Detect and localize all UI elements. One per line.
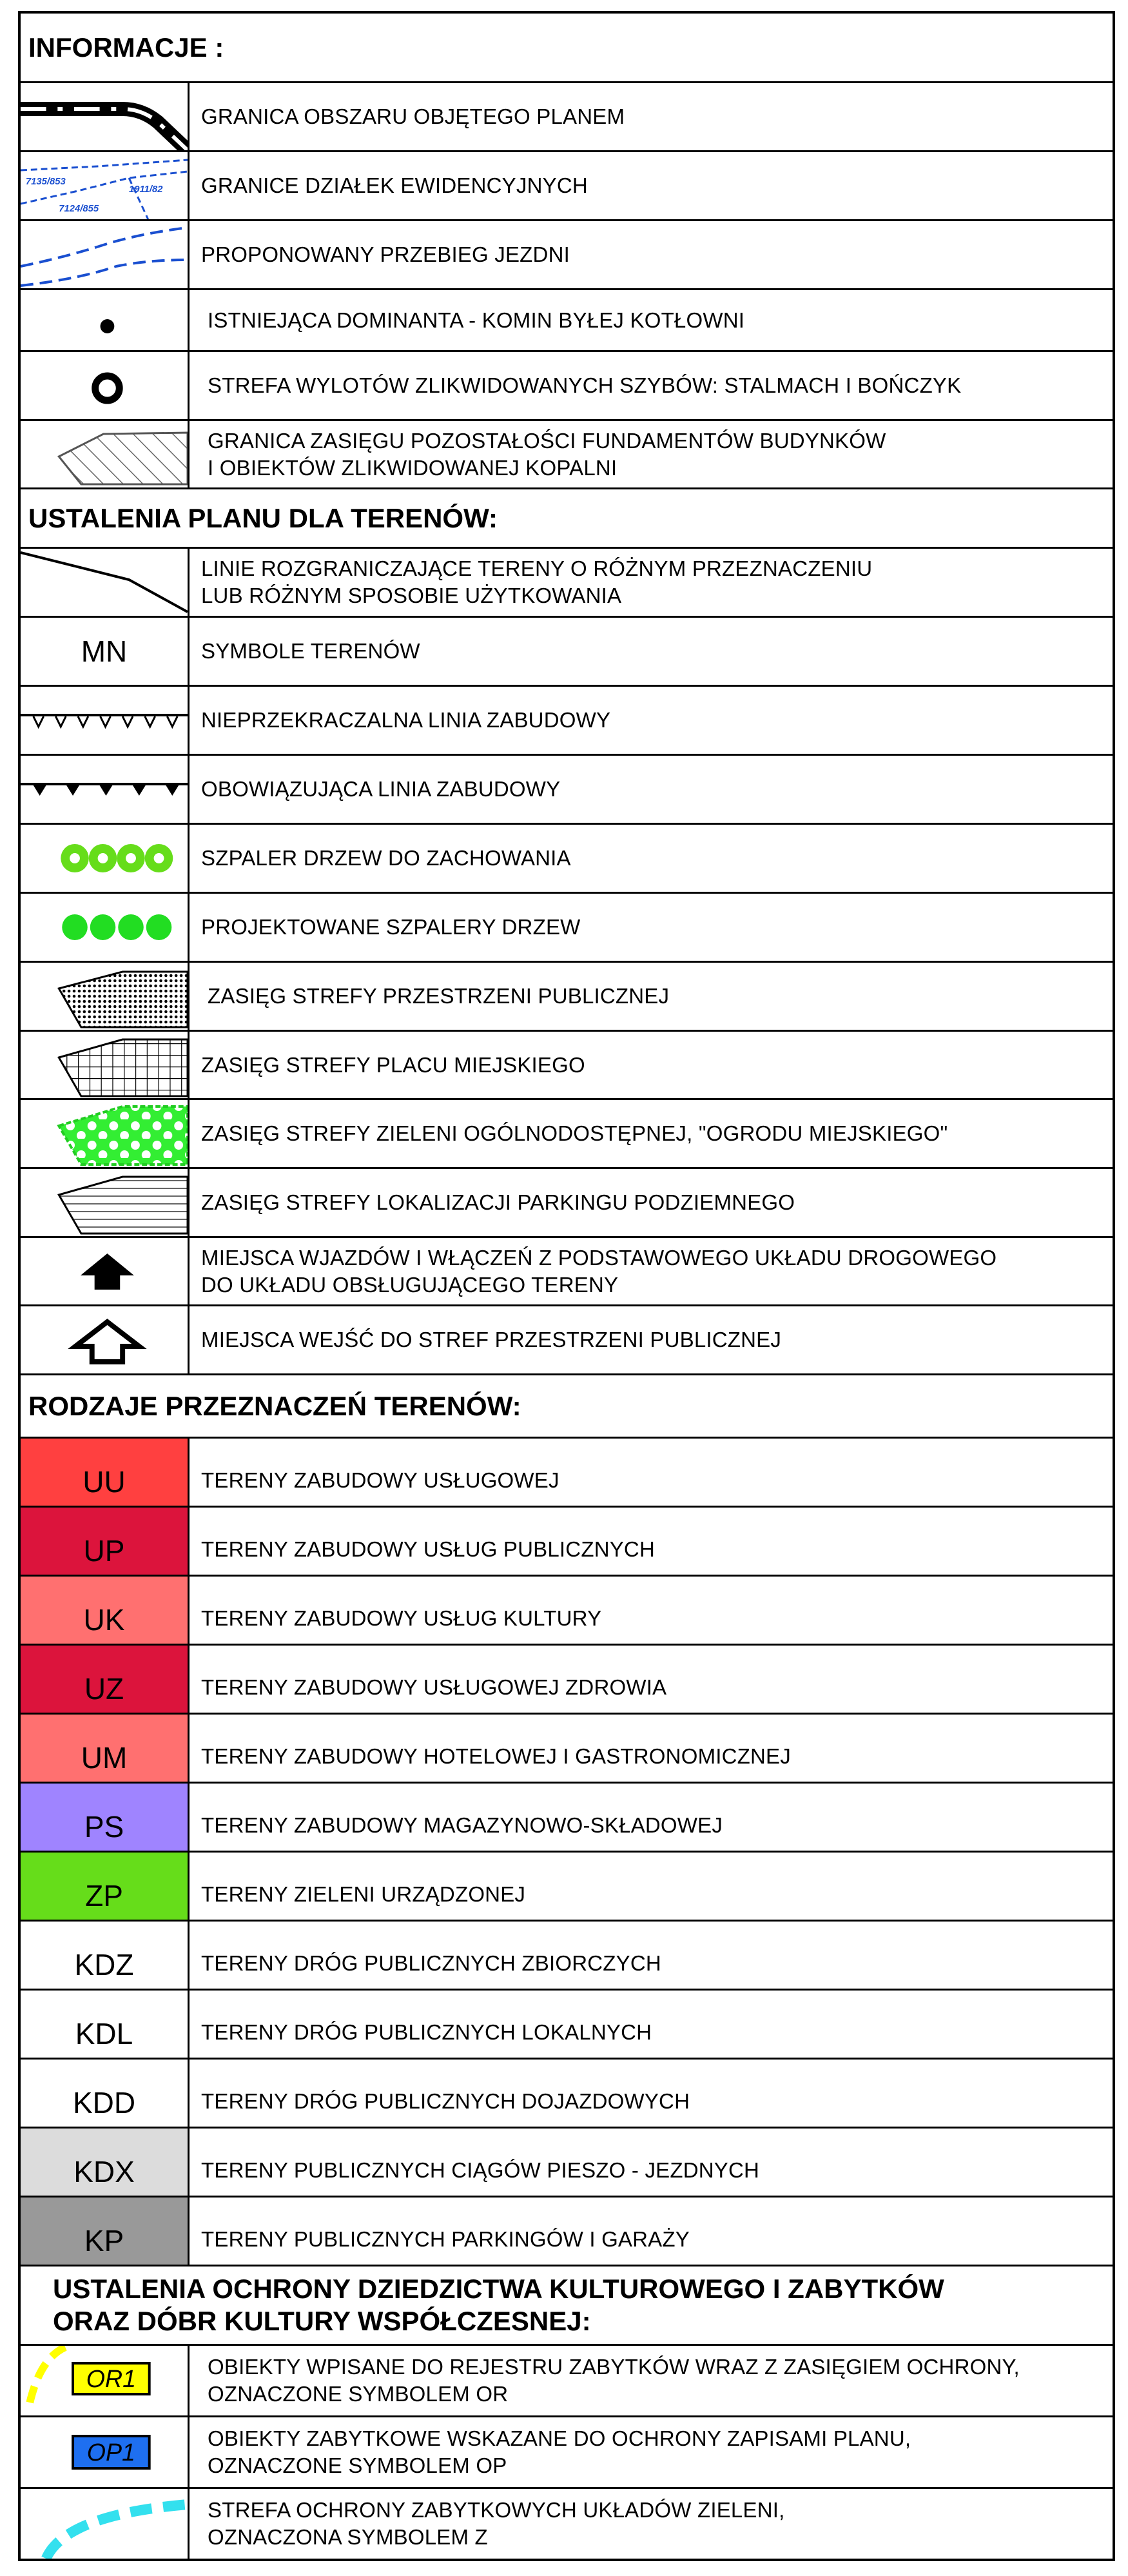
public-space-zone-icon: [21, 963, 190, 1030]
land-use-label: TERENY DRÓG PUBLICZNYCH DOJAZDOWYCH: [201, 2089, 690, 2113]
land-use-row: [21, 2060, 1113, 2129]
plan-protected-monument-icon: [21, 2417, 190, 2487]
land-use-label: TERENY ZABUDOWY USŁUG KULTURY: [201, 1606, 602, 1630]
land-use-swatch: [21, 2060, 190, 2127]
legend-description: STREFA OCHRONY ZABYTKOWYCH UKŁADÓW ZIELENI, OZNACZONA SYMBOLEM Z: [208, 2498, 785, 2549]
hatched-foundation-icon: [21, 421, 190, 487]
land-use-code: UK: [83, 1603, 125, 1637]
land-use-code: ZP: [85, 1879, 123, 1912]
land-use-code: KDL: [75, 2017, 133, 2050]
legend-row: [21, 1238, 1113, 1306]
section-header-info: [21, 14, 1113, 83]
legend-row: [21, 963, 1113, 1032]
land-use-label: TERENY ZABUDOWY MAGAZYNOWO-SKŁADOWEJ: [201, 1813, 723, 1837]
dominant-dot-icon: [21, 290, 190, 350]
legend-row: [21, 894, 1113, 963]
non-exceedable-building-line-icon: [21, 687, 190, 754]
land-use-swatch: [21, 1784, 190, 1851]
land-use-row: [21, 2197, 1113, 2266]
public-green-zone-icon: [21, 1100, 190, 1167]
land-use-label: TERENY DRÓG PUBLICZNYCH LOKALNYCH: [201, 2020, 652, 2044]
land-use-swatch: [21, 1577, 190, 1644]
legend-row: [21, 687, 1113, 756]
parcel-boundaries-icon: [21, 152, 190, 219]
legend-row: [21, 618, 1113, 687]
plan-boundary-line-icon: [21, 83, 190, 150]
legend-description: GRANICE DZIAŁEK EWIDENCYJNYCH: [201, 173, 588, 197]
land-symbol-code: MN: [81, 634, 128, 668]
land-use-label: TERENY DRÓG PUBLICZNYCH ZBIORCZYCH: [201, 1951, 661, 1975]
land-use-code: KDZ: [74, 1948, 134, 1981]
legend-description: STREFA WYLOTÓW ZLIKWIDOWANYCH SZYBÓW: STALMACH I BOŃCZYK: [208, 373, 962, 397]
legend-description: SYMBOLE TERENÓW: [201, 639, 420, 663]
legend-row: [21, 2489, 1113, 2559]
land-use-row: [21, 1577, 1113, 1646]
legend-description: ZASIĘG STREFY PRZESTRZENI PUBLICZNEJ: [208, 984, 670, 1008]
legend-row: [21, 221, 1113, 290]
land-use-swatch: [21, 1922, 190, 1989]
city-square-zone-icon: [21, 1032, 190, 1098]
land-use-code: KDD: [72, 2086, 136, 2119]
land-use-swatch: [21, 1439, 190, 1506]
dividing-line-icon: [21, 549, 190, 616]
legend-row: [21, 83, 1113, 152]
legend-row: [21, 2346, 1113, 2417]
land-use-code: KDX: [73, 2155, 135, 2188]
land-use-row: [21, 1991, 1113, 2060]
section-title: USTALENIA PLANU DLA TERENÓW:: [28, 502, 498, 533]
legend-row: [21, 152, 1113, 221]
legend-description: MIEJSCA WJAZDÓW I WŁĄCZEŃ Z PODSTAWOWEGO UKŁADU DROGOWEGO DO UKŁADU OBSŁUGUJĄCEGO TERENY: [201, 1245, 997, 1297]
land-use-swatch: [21, 2197, 190, 2265]
parcel-label: 1911/82: [129, 184, 163, 195]
legend-table: [18, 11, 1115, 2561]
legend-row: [21, 1100, 1113, 1169]
land-use-swatch: [21, 1991, 190, 2058]
land-symbol-sample: [21, 618, 190, 685]
land-use-code: PS: [84, 1810, 124, 1844]
section-title: RODZAJE PRZEZNACZEŃ TERENÓW:: [28, 1390, 521, 1421]
historic-green-zone-icon: [21, 2489, 190, 2559]
legend-row: [21, 1032, 1113, 1100]
land-use-code: UM: [81, 1741, 128, 1775]
land-use-row: [21, 1439, 1113, 1508]
land-use-label: TERENY ZIELENI URZĄDZONEJ: [201, 1882, 526, 1906]
legend-description: NIEPRZEKRACZALNA LINIA ZABUDOWY: [201, 708, 611, 732]
section-header-types: [21, 1375, 1113, 1439]
proposed-roadway-icon: [21, 221, 190, 288]
land-use-row: [21, 1646, 1113, 1715]
legend-description: OBOWIĄZUJĄCA LINIA ZABUDOWY: [201, 777, 561, 801]
land-use-row: [21, 1715, 1113, 1784]
legend-row: [21, 352, 1113, 421]
entry-arrow-outline-icon: [21, 1306, 190, 1373]
section-header-plan: [21, 489, 1113, 549]
registry-monument-icon: [21, 2346, 190, 2415]
land-use-code: UU: [83, 1465, 126, 1499]
land-use-row: [21, 1508, 1113, 1577]
land-use-label: TERENY ZABUDOWY USŁUGOWEJ: [201, 1468, 559, 1492]
section-title: INFORMACJE :: [28, 32, 224, 63]
monument-symbol: OR1: [86, 2365, 136, 2394]
land-use-code: KP: [84, 2224, 124, 2257]
land-use-label: TERENY ZABUDOWY HOTELOWEJ I GASTRONOMICZNEJ: [201, 1744, 791, 1768]
land-use-label: TERENY ZABUDOWY USŁUGOWEJ ZDROWIA: [201, 1675, 667, 1699]
land-use-swatch: [21, 1646, 190, 1713]
legend-row: [21, 421, 1113, 489]
tree-row-planned-icon: [21, 894, 190, 961]
land-use-label: TERENY ZABUDOWY USŁUG PUBLICZNYCH: [201, 1537, 655, 1561]
legend-row: [21, 290, 1113, 352]
land-use-swatch: [21, 1715, 190, 1782]
legend-description: SZPALER DRZEW DO ZACHOWANIA: [201, 846, 571, 870]
legend-description: ZASIĘG STREFY ZIELENI OGÓLNODOSTĘPNEJ, "OGRODU MIEJSKIEGO": [201, 1121, 948, 1145]
monument-symbol: OP1: [86, 2439, 135, 2467]
land-use-label: TERENY PUBLICZNYCH CIĄGÓW PIESZO - JEZDNYCH: [201, 2158, 760, 2182]
legend-row: [21, 756, 1113, 825]
legend-description: LINIE ROZGRANICZAJĄCE TERENY O RÓŻNYM PRZEZNACZENIU LUB RÓŻNYM SPOSOBIE UŻYTKOWANIA: [201, 556, 873, 607]
land-use-code: UP: [83, 1534, 125, 1568]
legend-description: ZASIĘG STREFY PLACU MIEJSKIEGO: [201, 1052, 585, 1077]
legend-description: OBIEKTY WPISANE DO REJESTRU ZABYTKÓW WRAZ Z ZASIĘGIEM OCHRONY, OZNACZONE SYMBOLEM OR: [208, 2355, 1020, 2406]
legend-row: [21, 825, 1113, 894]
land-use-row: [21, 1922, 1113, 1991]
land-use-row: [21, 1784, 1113, 1853]
legend-description: GRANICA OBSZARU OBJĘTEGO PLANEM: [201, 104, 625, 128]
land-use-row: [21, 1853, 1113, 1922]
underground-parking-zone-icon: [21, 1169, 190, 1236]
section-title: USTALENIA OCHRONY DZIEDZICTWA KULTUROWEGO I ZABYTKÓW ORAZ DÓBR KULTURY WSPÓŁCZESNEJ:: [53, 2274, 944, 2336]
land-use-swatch: [21, 1853, 190, 1920]
legend-description: PROJEKTOWANE SZPALERY DRZEW: [201, 915, 581, 939]
legend-description: OBIEKTY ZABYTKOWE WSKAZANE DO OCHRONY ZAPISAMI PLANU, OZNACZONE SYMBOLEM OP: [208, 2426, 911, 2477]
entry-arrow-filled-icon: [21, 1238, 190, 1304]
land-use-label: TERENY PUBLICZNYCH PARKINGÓW I GARAŻY: [201, 2227, 690, 2251]
legend-row: [21, 1306, 1113, 1375]
legend-row: [21, 1169, 1113, 1238]
land-use-row: [21, 2129, 1113, 2197]
tree-row-preserve-icon: [21, 825, 190, 892]
land-use-swatch: [21, 2129, 190, 2196]
legend-description: GRANICA ZASIĘGU POZOSTAŁOŚCI FUNDAMENTÓW BUDYNKÓW I OBIEKTÓW ZLIKWIDOWANEJ KOPALNI: [208, 428, 886, 480]
land-use-code: UZ: [84, 1672, 124, 1706]
parcel-label: 7124/855: [59, 203, 99, 215]
section-header-heritage: [21, 2266, 1113, 2346]
parcel-label: 7135/853: [25, 176, 66, 188]
legend-row: [21, 2417, 1113, 2489]
legend-description: PROPONOWANY PRZEBIEG JEZDNI: [201, 242, 570, 266]
legend-row: [21, 549, 1113, 618]
legend-description: ISTNIEJĄCA DOMINANTA - KOMIN BYŁEJ KOTŁOWNI: [208, 308, 745, 332]
mandatory-building-line-icon: [21, 756, 190, 823]
land-use-swatch: [21, 1508, 190, 1575]
legend-description: MIEJSCA WEJŚĆ DO STREF PRZESTRZENI PUBLICZNEJ: [201, 1328, 782, 1352]
legend-description: ZASIĘG STREFY LOKALIZACJI PARKINGU PODZIEMNEGO: [201, 1190, 795, 1214]
shaft-ring-icon: [21, 352, 190, 419]
